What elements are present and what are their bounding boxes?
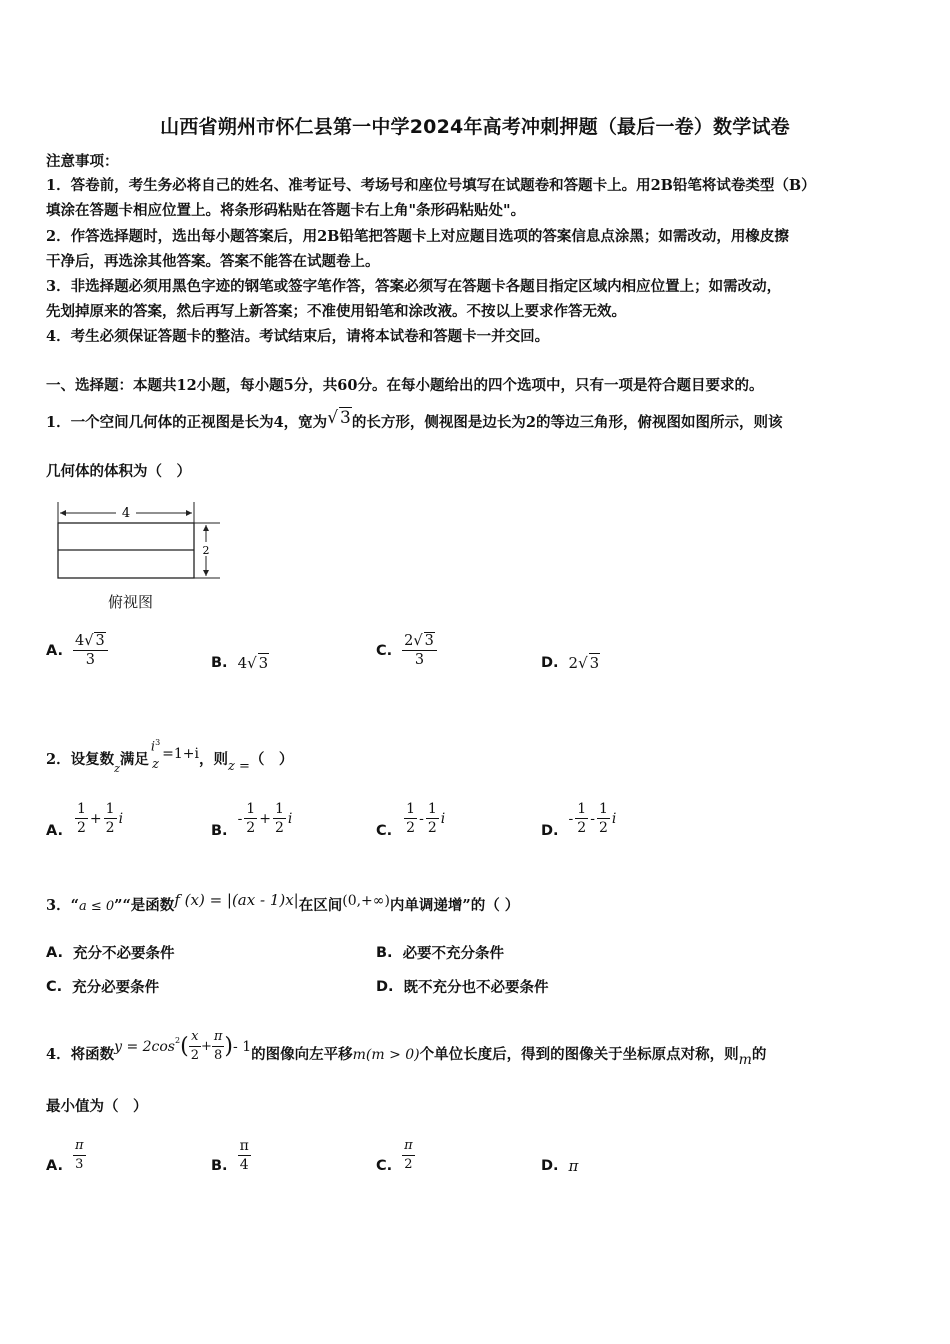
option-label: D. [541,822,559,839]
frac-num: 1 [406,801,416,817]
question-1-stem [46,408,783,433]
frac-den: 2 [274,820,284,836]
option-label: B. [211,1157,228,1174]
q3-option-d[interactable] [376,976,549,997]
frac-rad: 3 [424,633,434,649]
q2-rhs: =1+i [162,746,200,763]
q2-frac-den: z [152,757,159,773]
frac-den: 2 [598,820,608,836]
frac-num: 2 [404,633,414,649]
option-text: 充分不必要条件 [73,945,175,962]
imag-unit: i [287,810,293,827]
q3-text-b: ”“是函数 [114,897,175,914]
frac-num: 4 [75,633,85,649]
frac-num: 1 [246,801,256,817]
note-line: 干净后，再选涂其他答案。答案不能答在试题卷上。 [46,253,380,270]
q2-option-b[interactable] [211,800,292,837]
q2-text-c: ，则 [199,751,229,769]
q4-text-a: 4．将函数 [46,1045,115,1063]
radicand: 3 [258,654,269,672]
q3-interval: (0,+∞) [342,893,390,909]
q4-var-m: m [738,1051,752,1068]
q3-condition: a ≤ 0 [78,899,115,914]
q4-square: 2 [175,1035,181,1045]
q1-option-d[interactable]: D. 2√ 3 [541,654,600,672]
option-label: C. [46,978,63,995]
q4-function: y = 2cos $^2$ ( $\frac{x}{2}$ + $\frac{\pi}{8}$ ) - 1 [114,1029,252,1063]
frac-num: 1 [427,801,437,817]
op: - [590,810,595,827]
frac-den: 2 [105,820,115,836]
frac-num: 1 [274,801,284,817]
option-text: 必要不充分条件 [402,945,505,962]
fig-width-label: 4 [121,506,131,521]
frac-den: 3 [85,652,95,668]
fig-caption: 俯视图 [108,593,154,611]
frac-num: 1 [105,801,115,817]
q3-option-a[interactable] [46,942,175,963]
q4-shift: m(m > 0) [352,1046,420,1063]
option-label: A. [46,822,63,839]
q1-sqrt3: √ 3 [327,408,351,428]
q4-option-d[interactable] [541,1157,578,1175]
question-4-stem-cont: 最小值为（ ） [46,1098,148,1115]
frac-den: 2 [246,820,256,836]
frac-num: π [73,1137,86,1156]
question-2-stem [46,740,293,780]
note-line: 4．考生必须保证答题卡的整洁。考试结束后，请将本试卷和答题卡一并交回。 [46,328,550,345]
note-line: 先划掉原来的答案，然后再写上新答案；不准使用铅笔和涂改液。不按以上要求作答无效。 [46,303,626,320]
frac-num: x [189,1028,200,1047]
option-label: B. [376,944,393,961]
option-label: A. [46,642,63,659]
coef: 4 [237,654,248,672]
option-label: A. [46,944,63,961]
q3-option-c[interactable] [46,976,159,997]
note-line: 填涂在答题卡相应位置上。将条形码粘贴在答题卡右上角"条形码粘贴处"。 [46,202,526,219]
option-value: π [568,1157,579,1175]
frac-num: π [402,1137,415,1156]
q2-option-c[interactable] [376,800,445,837]
frac-den: 2 [190,1048,199,1063]
q2-abs-z: z = [228,759,250,775]
frac-num: π [239,1138,249,1154]
radicand: 3 [589,654,600,672]
q3-text-c: 在区间 [298,897,343,914]
q1-option-c[interactable] [376,632,437,669]
q2-text-b: 满足 [119,751,149,769]
sign: - [568,810,574,827]
imag-unit: i [118,810,124,827]
coef: 2 [568,654,579,672]
q1-a-fraction: $\frac{4√ 3}{3}$ [73,632,108,669]
imag-unit: i [440,810,446,827]
frac-rad: 3 [95,633,105,649]
q1-option-b[interactable]: B. 4√ 3 [211,654,269,672]
frac-num: 1 [598,801,608,817]
q3-function: f (x) = |(ax - 1)x| [174,891,299,909]
option-text: 既不充分也不必要条件 [403,979,549,996]
q3-text-d: 内单调递增”的（ ） [389,897,520,914]
frac-num: π [212,1028,225,1047]
question-1-stem-cont: 几何体的体积为（ ） [46,463,191,480]
option-label: C. [376,1157,393,1174]
q4-func-prefix: y = 2cos [114,1038,175,1055]
option-label: C. [376,642,393,659]
frac-den: 2 [427,820,437,836]
section-heading: 一、选择题：本题共12小题，每小题5分，共60分。在每小题给出的四个选项中，只有一项是符合题目要求的。 [46,377,764,394]
q2-fraction [149,734,162,774]
note-line: 3．非选择题必须用黑色字迹的钢笔或签字笔作答，答案必须写在答题卡各题目指定区域内相应位置上；如需改动， [46,278,782,295]
frac-den: 2 [406,820,416,836]
q4-option-b[interactable] [211,1137,251,1174]
frac-num: 1 [77,801,86,817]
notes-heading: 注意事项： [46,153,119,170]
frac-den: 2 [404,1157,413,1172]
q4-plus: + [200,1038,212,1054]
sign: - [237,810,243,827]
option-label: C. [376,822,393,839]
option-text: 充分必要条件 [72,979,160,996]
frac-den: 2 [77,820,86,836]
q3-text-a: 3．“ [46,897,79,914]
q4-text-c: 个单位长度后，得到的图像关于坐标原点对称，则 [419,1045,739,1063]
frac-den: 2 [577,820,587,836]
option-label: B. [211,822,228,839]
q1-option-a[interactable] [46,632,108,669]
frac-den: 3 [414,652,425,668]
option-label: B. [211,655,228,671]
note-line: 1．答卷前，考生务必将自己的姓名、准考证号、考场号和座位号填写在试题卷和答题卡上。用2B铅笔将试卷类型（B） [46,177,816,194]
option-label: A. [46,1157,63,1174]
q2-frac-num: i [150,739,156,755]
frac-den: 4 [239,1157,249,1173]
q3-option-b[interactable] [376,942,504,963]
note-line: 2．作答选择题时，选出每小题答案后，用2B铅笔把答题卡上对应题目选项的答案信息点涂黑；如需改动，用橡皮擦 [46,228,789,245]
q1-text-b: 的长方形，侧视图是边长为2的等边三角形，俯视图如图所示，则该 [351,414,783,431]
page-title: 山西省朔州市怀仁县第一中学2024年高考冲刺押题（最后一卷）数学试卷 [160,116,790,138]
option-label: D. [376,978,394,995]
q2-frac-exp: 3 [155,738,161,747]
op: + [89,810,102,827]
question-4-stem [46,1029,767,1073]
q2-option-a[interactable] [46,800,123,837]
option-label: D. [541,1158,559,1174]
q1-c-fraction: $\frac{2√ 3}{3}$ [402,632,437,669]
q4-text-d: 的 [751,1045,767,1063]
option-label: D. [541,655,559,671]
q4-option-c[interactable] [376,1137,415,1174]
q4-option-a[interactable] [46,1137,86,1174]
frac-den: 8 [214,1048,223,1063]
q4-text-b: 的图像向左平移 [251,1045,353,1063]
question-3-stem [46,891,520,917]
frac-num: 1 [577,801,587,817]
q2-option-d[interactable] [541,800,616,837]
q2-var-z: z [114,762,120,776]
q2-text-a: 2．设复数 [46,751,115,769]
imag-unit: i [611,810,617,827]
q2-text-d: （ ） [249,751,294,769]
fig-height-label: 2 [202,544,210,557]
q4-func-suffix: - 1 [233,1038,252,1055]
q1-sqrt3-radicand: 3 [340,408,351,428]
q1-text-a: 1．一个空间几何体的正视图是长为4，宽为 [46,414,328,431]
op: - [419,810,424,827]
op: + [259,810,271,827]
frac-den: 3 [75,1157,84,1172]
